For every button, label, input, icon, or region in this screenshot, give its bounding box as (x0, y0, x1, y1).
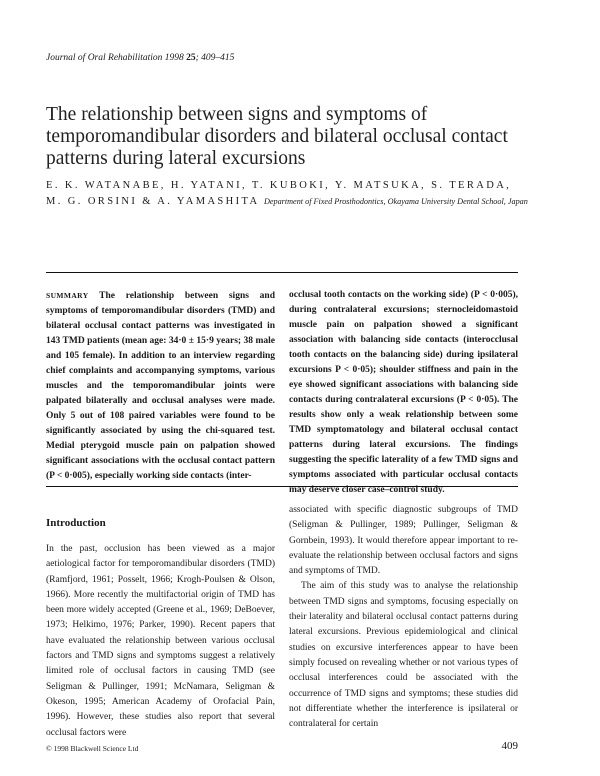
journal-volume: 25 (186, 53, 196, 63)
summary-left-text: The relationship between signs and symptoms of temporomandibular disorders (TMD) and bilateral occlusal contact patterns was investigated in 143 TMD patients (mean age: 34·0 ± 15·9 years; 38 male and 105 female). In addition to an interview regarding chief complaints and accompanying symptoms, various muscles and the temporomandibular joints were palpated bilaterally and occlusal analyses were made. Only 5 out of 108 paired variables were found to be significantly associated by using the chi-squared test. Medial pterygoid muscle pain on palpation showed significant associations with the occlusal contact pattern (P < 0·005), especially working side contacts (inter- (46, 291, 275, 481)
copyright-footer: © 1998 Blackwell Science Ltd (46, 744, 139, 753)
journal-pages: ; 409–415 (195, 53, 235, 63)
journal-citation (46, 53, 234, 63)
introduction-heading: Introduction (46, 517, 106, 529)
summary-top-rule (46, 272, 518, 273)
authors-line-2: M. G. ORSINI & A. YAMASHITA (46, 196, 259, 207)
page-number: 409 (501, 740, 518, 752)
intro-paragraph-3: The aim of this study was to analyse the relationship between TMD signs and symptoms, focusing especially on their laterality and bilateral occlusal contact patterns during lateral excursions. Previous epidemiological and clinical studies on excursive interferences appear to have been simply focused on revealing whether or not various types of occlusal interferences could be associated with the occurrence of TMD signs and symptoms; these studies did not differentiate whether the interference is ipsilateral or contralateral for certain (289, 581, 518, 730)
summary-label: SUMMARY (46, 291, 89, 300)
intro-paragraph-1: In the past, occlusion has been viewed as a major aetiological factor for temporomandibular disorders (TMD) (Ramfjord, 1961; Posselt, 1966; Krogh-Poulsen & Olson, 1966). More recently the multifactorial origin of TMD has been more widely accepted (Greene et al., 1969; DeBoever, 1973; Helkimo, 1976; Parker, 1990). Recent papers that have evaluated the relationship between various occlusal factors and TMD signs and symptoms suggest a relatively limited role of occlusal factors in causing TMD (see Seligman & Pullinger, 1991; McNamara, Seligman & Okeson, 1995; American Academy of Orofacial Pain, 1996). However, these studies also report that several occlusal factors were (46, 544, 275, 738)
title-line-2: temporomandibular disorders and bilateral occlusal contact (46, 126, 508, 147)
authors-line-1: E. K. WATANABE, H. YATANI, T. KUBOKI, Y. MATSUKA, S. TERADA, (46, 180, 512, 191)
journal-year: 1998 (164, 53, 184, 63)
affiliation: Department of Fixed Prosthodontics, Okayama University Dental School, Japan (263, 197, 528, 206)
body-right-column (289, 503, 518, 732)
intro-paragraph-2: associated with specific diagnostic subgroups of TMD (Seligman & Pullinger, 1989; Pullinger, Seligman & Gornbein, 1993). It would therefore appear important to re-evaluate the relationship between occlusal factors and signs and symptoms of TMD. (289, 505, 518, 577)
summary-bottom-rule (46, 486, 518, 487)
title-line-3: patterns during lateral excursions (46, 148, 306, 169)
summary-right-column: occlusal tooth contacts on the working side) (P < 0·005), during contralateral excursions; sternocleidomastoid muscle pain on palpation showed a significant association with balancing side contacts (interocclusal tooth contacts on the balancing side) during ipsilateral excursions P < 0·05); shoulder stiffness and pain in the eye showed significant associations with balancing side contacts during contralateral excursions (P < 0·05). The results show only a weak relationship between some TMD symptomatology and bilateral occlusal contact patterns during lateral excursions. The findings suggesting the specific laterality of a few TMD signs and symptoms associated with particular occlusal contacts may deserve closer case–control study. (289, 290, 518, 495)
article-title (46, 104, 546, 170)
body-left-column (46, 542, 275, 741)
title-line-1: The relationship between signs and symptoms of (46, 104, 428, 125)
author-block (46, 178, 526, 210)
journal-name: Journal of Oral Rehabilitation (46, 53, 163, 63)
summary-left-column (46, 288, 275, 484)
